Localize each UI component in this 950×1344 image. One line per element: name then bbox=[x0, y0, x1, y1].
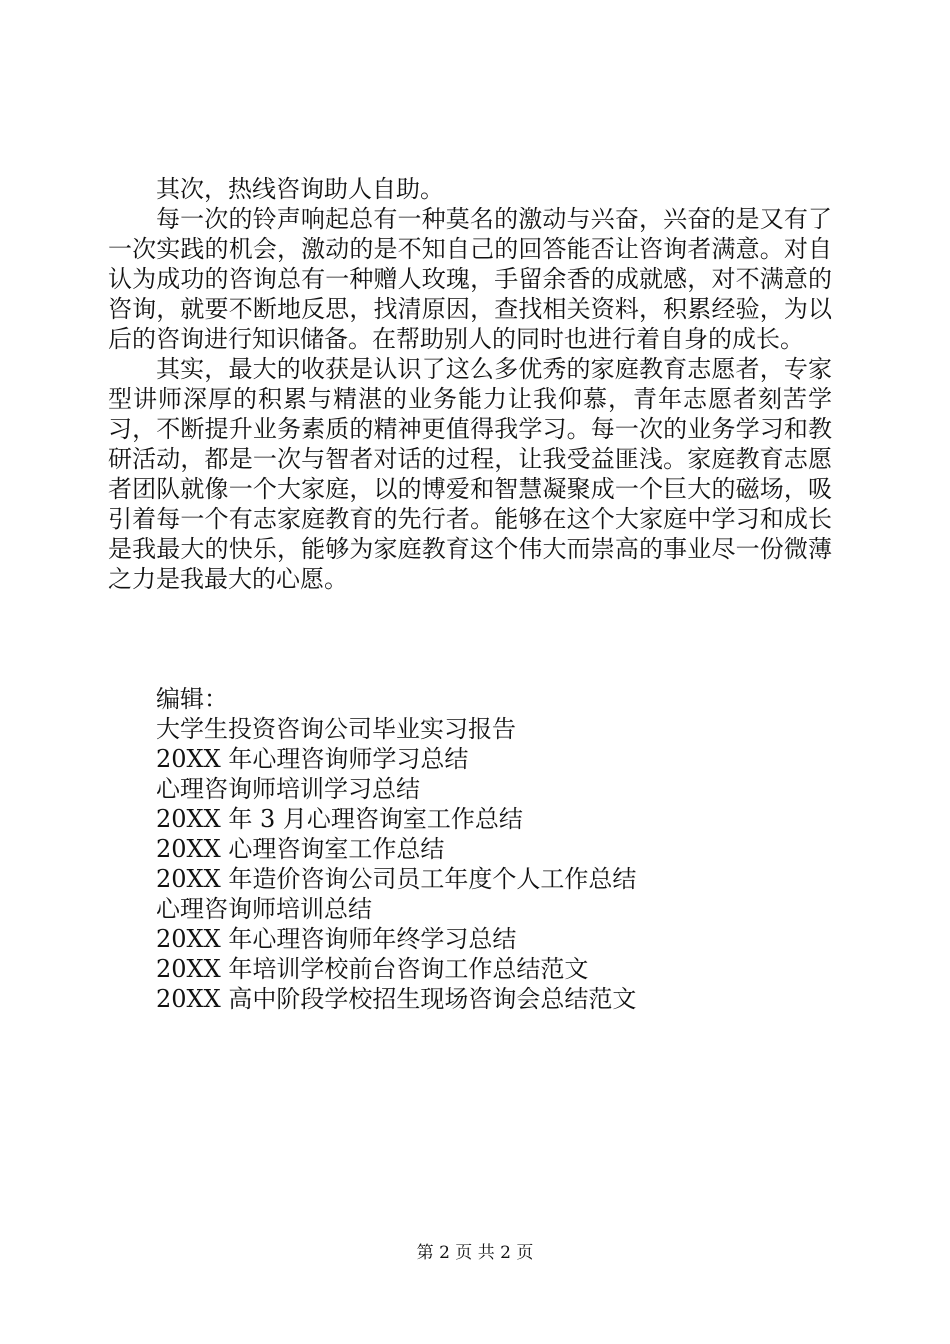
related-item[interactable]: 20XX 年造价咨询公司员工年度个人工作总结 bbox=[156, 865, 637, 893]
page-number-footer: 第 2 页 共 2 页 bbox=[416, 1243, 534, 1263]
related-item[interactable]: 20XX 年培训学校前台咨询工作总结范文 bbox=[156, 955, 589, 983]
paragraph-biggest-gain: 其实，最大的收获是认识了这么多优秀的家庭教育志愿者，专家型讲师深厚的积累与精湛的业务能力让我仰慕，青年志愿者刻苦学习，不断提升业务素质的精神更值得我学习。每一次的业务学习和教研活动，都是一次与智者对话的过程，让我受益匪浅。家庭教育志愿者团队就像一个大家庭，以的博爱和智慧凝聚成一个巨大的磁场，吸引着每一个有志家庭教育的先行者。能够在这个大家庭中学习和成长是我最大的快乐，能够为家庭教育这个伟大而崇高的事业尽一份微薄之力是我最大的心愿。 bbox=[108, 355, 832, 593]
related-heading: 编辑： bbox=[156, 685, 228, 713]
related-item[interactable]: 20XX 年心理咨询师年终学习总结 bbox=[156, 925, 517, 953]
related-item[interactable]: 20XX 高中阶段学校招生现场咨询会总结范文 bbox=[156, 985, 637, 1013]
related-articles-list bbox=[108, 684, 832, 1014]
related-item[interactable]: 20XX 年 3 月心理咨询室工作总结 bbox=[156, 805, 523, 833]
document-body bbox=[108, 174, 832, 594]
paragraph-hotline-experience: 每一次的铃声响起总有一种莫名的激动与兴奋，兴奋的是又有了一次实践的机会，激动的是不知自己的回答能否让咨询者满意。对自认为成功的咨询总有一种赠人玫瑰，手留余香的成就感，对不满意的咨询，就要不断地反思，找清原因，查找相关资料，积累经验，为以后的咨询进行知识储备。在帮助别人的同时也进行着自身的成长。 bbox=[108, 205, 832, 353]
related-item[interactable]: 20XX 心理咨询室工作总结 bbox=[156, 835, 445, 863]
related-item[interactable]: 大学生投资咨询公司毕业实习报告 bbox=[156, 715, 516, 743]
paragraph-hotline-heading: 其次，热线咨询助人自助。 bbox=[156, 175, 444, 203]
related-item[interactable]: 心理咨询师培训总结 bbox=[156, 895, 372, 923]
related-item[interactable]: 心理咨询师培训学习总结 bbox=[156, 775, 420, 803]
related-item[interactable]: 20XX 年心理咨询师学习总结 bbox=[156, 745, 469, 773]
